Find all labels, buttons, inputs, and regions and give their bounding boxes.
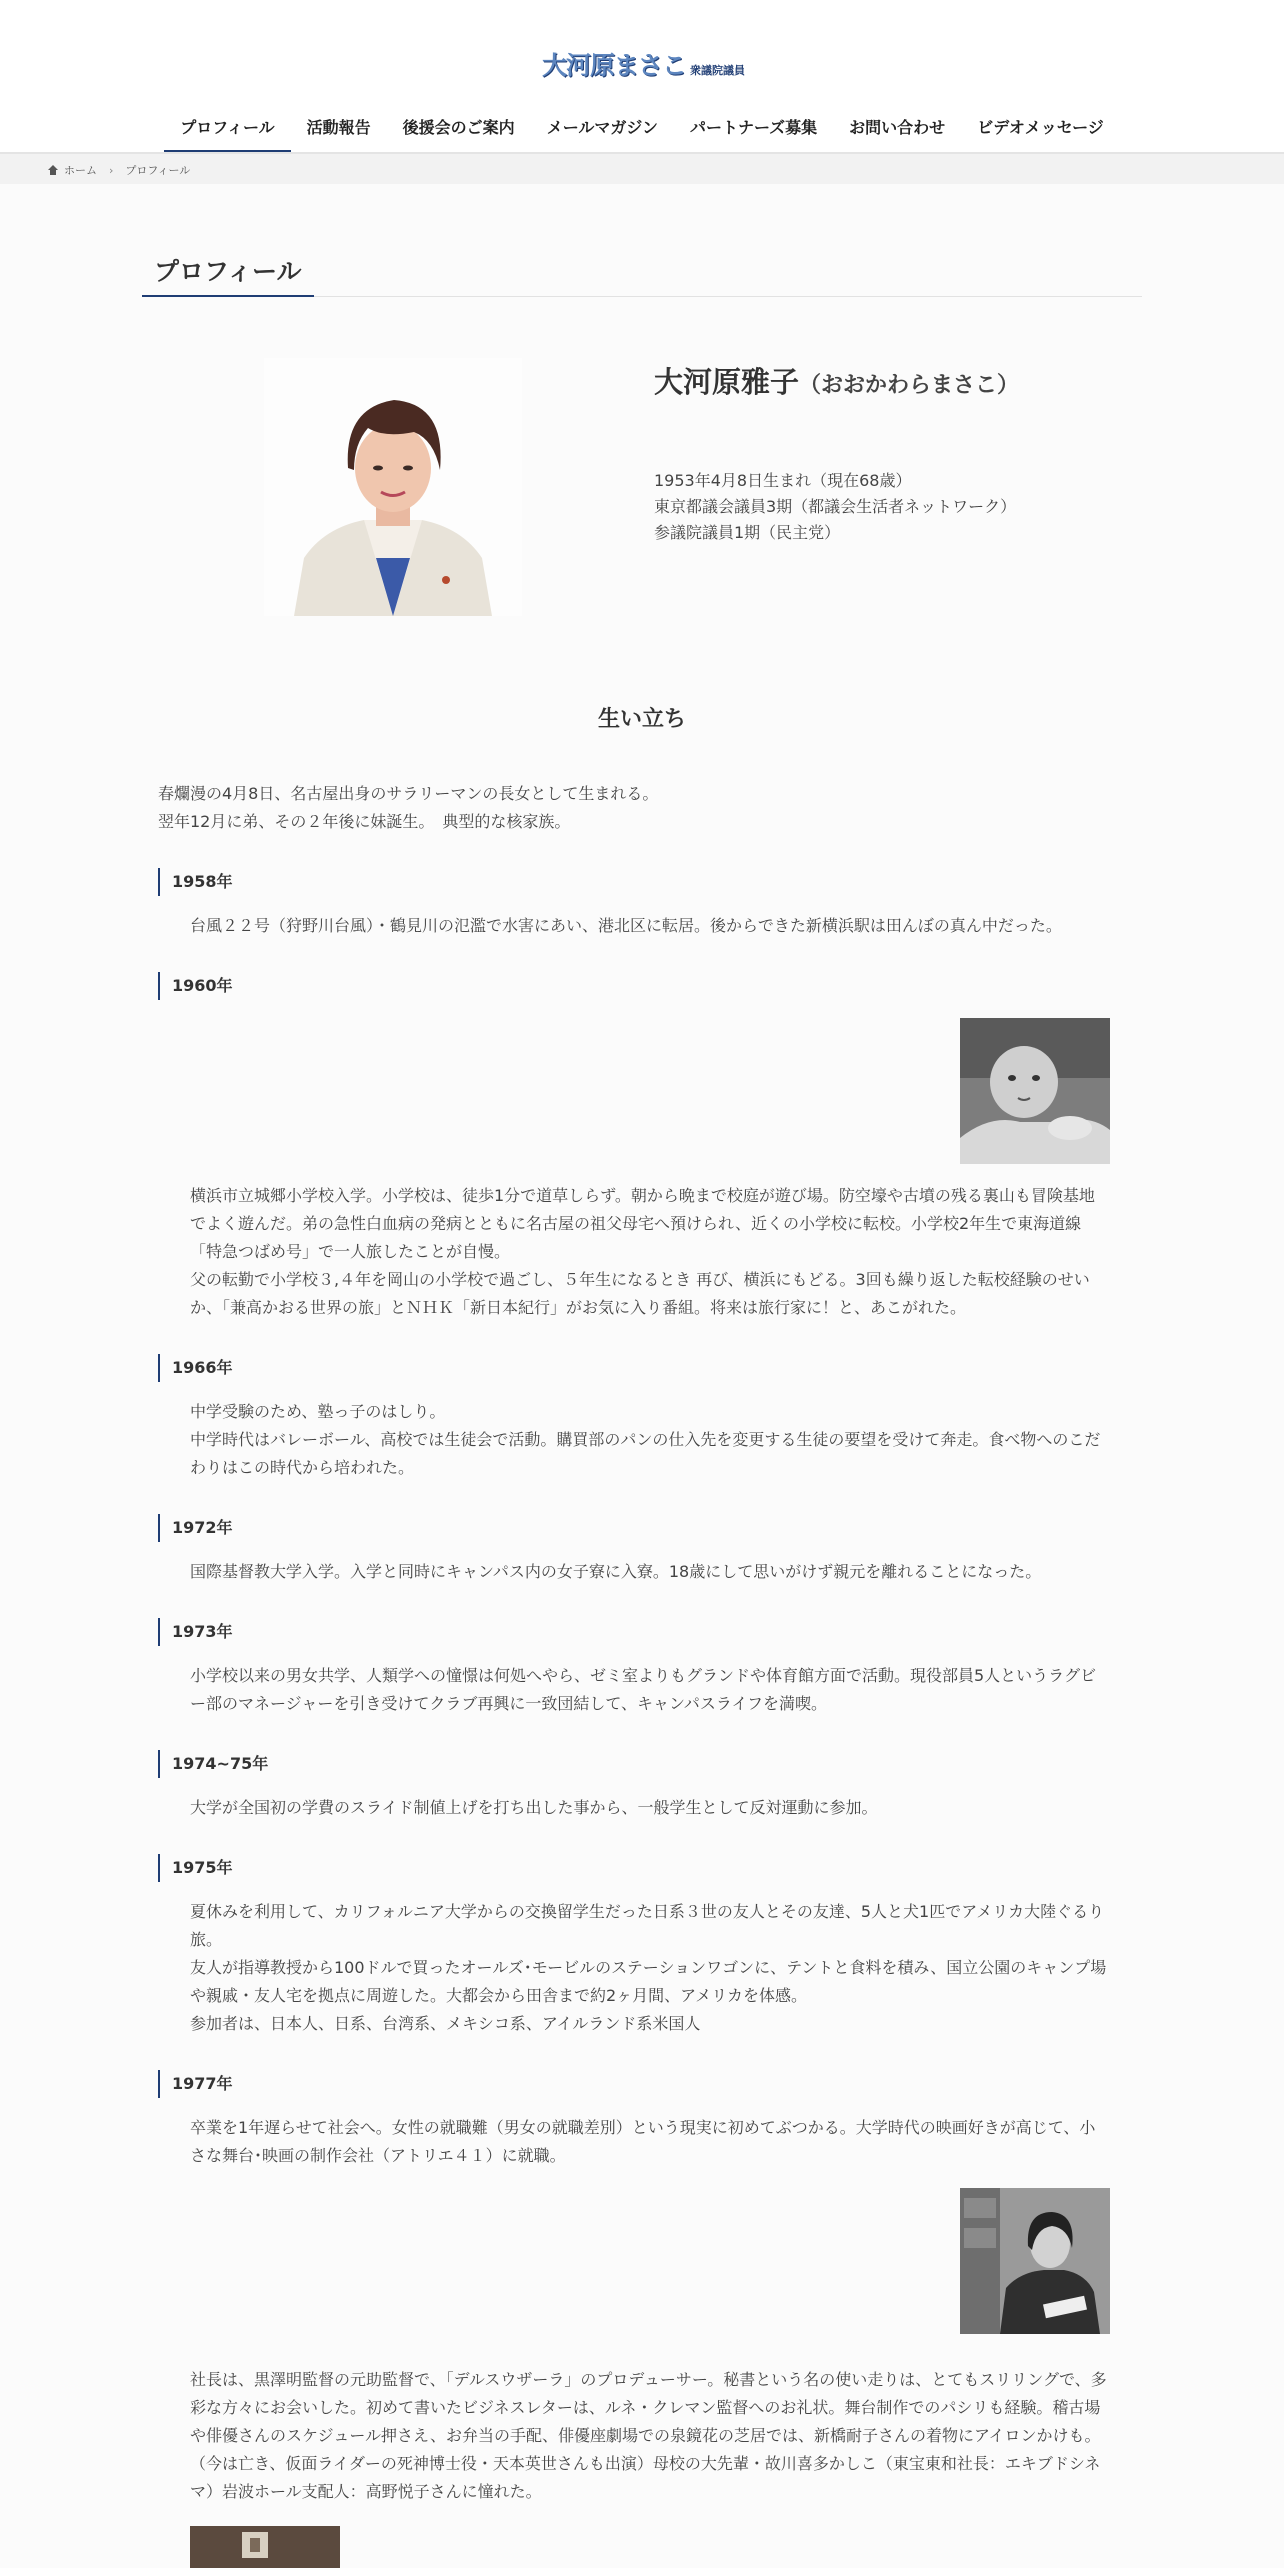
profile-name-kanji: 大河原雅子 bbox=[654, 365, 800, 399]
breadcrumb-current: プロフィール bbox=[125, 164, 191, 177]
year-heading: 1958年 bbox=[158, 868, 233, 896]
breadcrumb-home[interactable]: ホーム bbox=[64, 164, 97, 177]
timeline-text: 国際基督教大学入学。入学と同時にキャンパス内の女子寮に入寮。18歳にして思いがけず親元を離れることになった。 bbox=[190, 1562, 1042, 1581]
nav-item-profile[interactable]: プロフィール bbox=[164, 112, 290, 152]
year-heading: 1973年 bbox=[158, 1618, 233, 1646]
logo-name: 大河原まさこ bbox=[542, 51, 687, 80]
site-logo[interactable] bbox=[542, 52, 745, 80]
site-header bbox=[0, 0, 1284, 152]
intro-line: 翌年12月に弟、その２年後に妹誕生。 典型的な核家族。 bbox=[158, 812, 571, 831]
year-heading: 1977年 bbox=[158, 2070, 233, 2098]
interior-photo bbox=[190, 2526, 340, 2568]
timeline-text: 小学校以来の男女共学、人類学への憧憬は何処へやら、ゼミ室よりもグランドや体育館方面で活動。現役部員5人というラグビー部のマネージャーを引き受けてクラブ再興に一致団結して、キャンパスライフを満喫。 bbox=[190, 1666, 1097, 1713]
main-nav bbox=[0, 112, 1284, 152]
timeline-text: 大学が全国初の学費のスライド制値上げを打ち出した事から、一般学生として反対運動に参加。 bbox=[190, 1798, 878, 1817]
nav-item-mail-magazine[interactable]: メールマガジン bbox=[546, 118, 658, 137]
profile-name bbox=[654, 360, 1019, 401]
nav-item-partners[interactable]: パートナーズ募集 bbox=[689, 118, 818, 137]
timeline-text: 台風２２号（狩野川台風）・鶴見川の氾濫で水害にあい、港北区に転居。後からできた新横浜駅は田んぼの真ん中だった。 bbox=[190, 916, 1062, 935]
year-heading: 1974~75年 bbox=[158, 1750, 268, 1778]
intro-text bbox=[158, 780, 1118, 836]
year-heading: 1960年 bbox=[158, 972, 233, 1000]
timeline-text: 参加者は、日本人、日系、台湾系、メキシコ系、アイルランド系米国人 bbox=[190, 2014, 701, 2033]
timeline-text: 夏休みを利用して、カリフォルニア大学からの交換留学生だった日系３世の友人とその友達、5人と犬1匹でアメリカ大陸ぐるり旅。 bbox=[190, 1902, 1105, 1949]
bio-line: 東京都議会議員3期（都議会生活者ネットワーク） bbox=[654, 497, 1017, 516]
logo-title: 衆議院議員 bbox=[690, 64, 746, 77]
nav-item-contact[interactable]: お問い合わせ bbox=[849, 118, 946, 137]
profile-bio bbox=[654, 468, 1016, 546]
office-photo bbox=[960, 2188, 1110, 2334]
nav-item-activity-report[interactable]: 活動報告 bbox=[306, 118, 371, 137]
timeline-text: 父の転勤で小学校３,４年を岡山の小学校で過ごし、５年生になるとき 再び、横浜にもどる。3回も繰り返した転校経験のせいか、「兼高かおる世界の旅」とＮＨＫ「新日本紀行」がお気に入り番組。将来は旅行家に！と、あこがれた。 bbox=[190, 1270, 1090, 1317]
breadcrumb-bar bbox=[0, 152, 1284, 184]
timeline-text: 卒業を1年遅らせて社会へ。女性の就職難（男女の就職差別）という現実に初めてぶつかる。大学時代の映画好きが高じて、小さな舞台･映画の制作会社（アトリエ４１）に就職。 bbox=[190, 2118, 1096, 2165]
page-title: プロフィール bbox=[142, 250, 314, 297]
timeline-text: 中学受験のため、塾っ子のはしり。 bbox=[190, 1402, 446, 1421]
chevron-right-icon: › bbox=[109, 163, 114, 177]
timeline-text: 横浜市立城郷小学校入学。小学校は、徒歩1分で道草しらず。朝から晩まで校庭が遊び場。防空壕や古墳の残る裏山も冒険基地でよく遊んだ。弟の急性白血病の発病とともに名古屋の祖父母宅へ預けられ、近くの小学校に転校。小学校2年生で東海道線「特急つばめ号」で一人旅したことが自慢。 bbox=[190, 1186, 1095, 1261]
baby-photo bbox=[960, 1018, 1110, 1164]
home-icon bbox=[48, 165, 58, 175]
year-heading: 1975年 bbox=[158, 1854, 233, 1882]
page-title-bar bbox=[142, 250, 1142, 297]
timeline-text: 社長は、黒澤明監督の元助監督で、「デルスウザーラ」のプロデューサー。秘書という名の使い走りは、とてもスリリングで、多彩な方々にお会いした。初めて書いたビジネスレターは、ルネ・クレマン監督へのお礼状。舞台制作でのパシリも経験。稽古場や俳優さんのスケジュール押さえ、お弁当の手配、俳優座劇場での泉鏡花の芝居では、新橋耐子さんの着物にアイロンかけも。（今は亡き、仮面ライダーの死神博士役・天本英世さんも出演）母校の大先輩・故川喜多かしこ（東宝東和社長：エキブドシネマ）岩波ホール支配人：高野悦子さんに憧れた。 bbox=[190, 2370, 1107, 2501]
bio-line: 1953年4月8日生まれ（現在68歳） bbox=[654, 471, 912, 490]
nav-item-supporters-association[interactable]: 後援会のご案内 bbox=[402, 118, 515, 137]
bio-line: 参議院議員1期（民主党） bbox=[654, 523, 841, 542]
year-heading: 1972年 bbox=[158, 1514, 233, 1542]
nav-item-video-message[interactable]: ビデオメッセージ bbox=[977, 118, 1104, 137]
year-heading: 1966年 bbox=[158, 1354, 233, 1382]
timeline-text: 中学時代はバレーボール、高校では生徒会で活動。購買部のパンの仕入先を変更する生徒の要望を受けて奔走。食べ物へのこだわりはこの時代から培われた。 bbox=[190, 1430, 1101, 1477]
profile-name-kana: （おおかわらまさこ） bbox=[799, 373, 1020, 398]
section-heading: 生い立ち bbox=[597, 707, 686, 732]
timeline-text: 友人が指導教授から100ドルで買ったオールズ･モービルのステーションワゴンに、テントと食料を積み、国立公園のキャンプ場や親戚・友人宅を拠点に周遊した。大都会から田舎まで約2ヶ月間、アメリカを体感。 bbox=[190, 1958, 1107, 2005]
portrait-photo bbox=[264, 358, 522, 616]
intro-line: 春爛漫の4月8日、名古屋出身のサラリーマンの長女として生まれる。 bbox=[158, 784, 659, 803]
breadcrumb bbox=[48, 162, 190, 178]
